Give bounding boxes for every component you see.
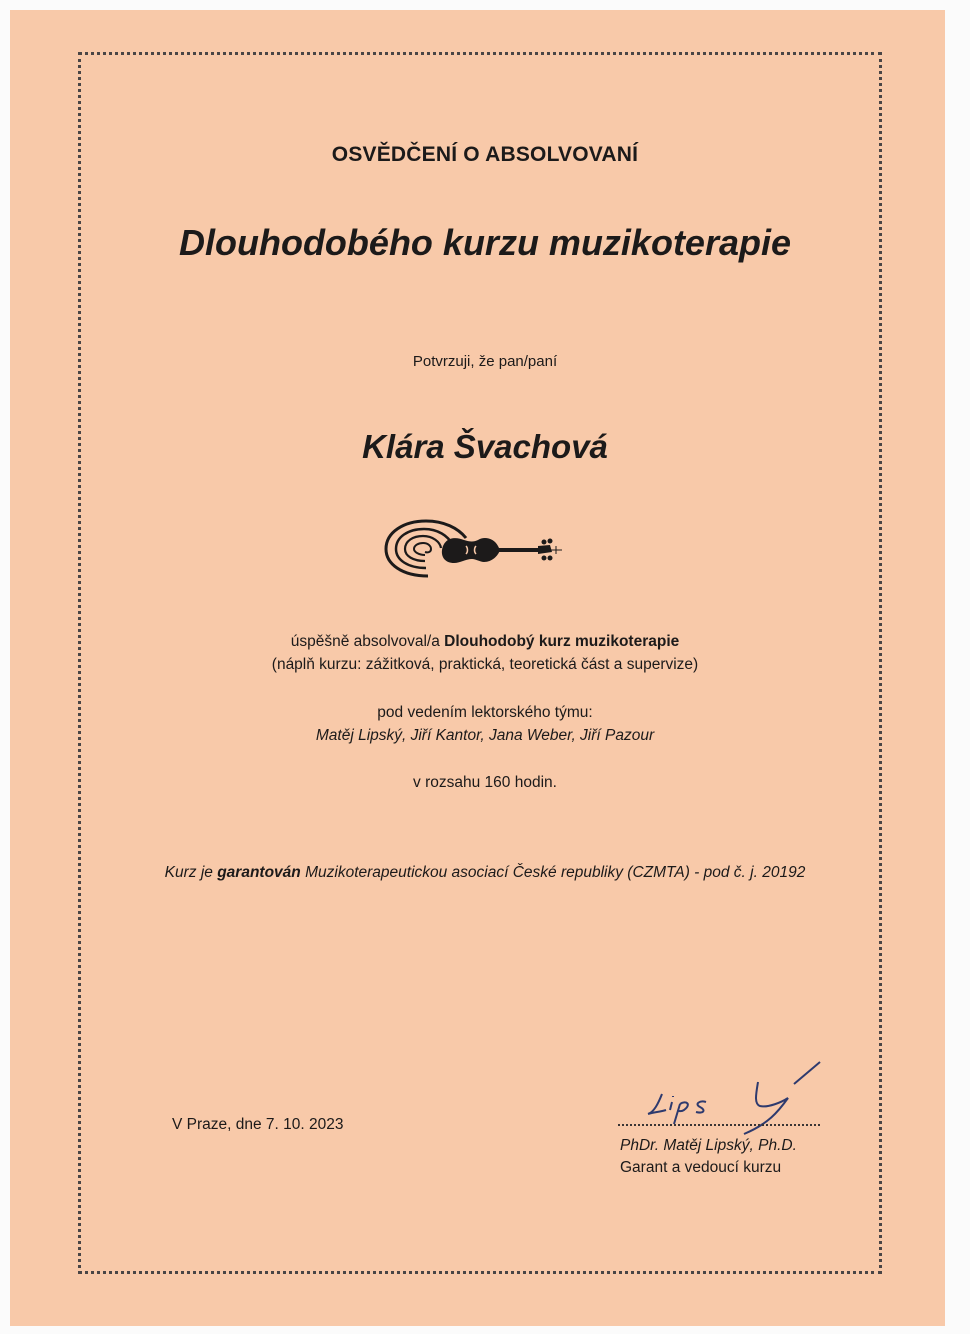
recipient-name: Klára Švachová: [362, 428, 608, 465]
guarantee-prefix: Kurz je: [164, 864, 213, 881]
confirmation-text: Potvrzuji, že pan/paní: [412, 353, 558, 370]
certificate-heading: OSVĚDČENÍ O ABSOLVOVANÍ: [331, 143, 639, 166]
completion-line: [0, 633, 970, 651]
handwritten-signature-icon: [618, 1060, 838, 1140]
course-content: (náplň kurzu: zážitková, praktická, teoretická část a supervize): [271, 656, 699, 673]
team-members: Matěj Lipský, Jiří Kantor, Jana Weber, Jiří Pazour: [315, 727, 655, 744]
guarantee-statement: [0, 864, 970, 882]
signatory-role: Garant a vedoucí kurzu: [620, 1159, 782, 1176]
course-duration: v rozsahu 160 hodin.: [413, 774, 557, 791]
course-title: Dlouhodobého kurzu muzikoterapie: [178, 222, 792, 263]
completion-course: Dlouhodobý kurz muzikoterapie: [444, 633, 680, 650]
signatory-name: PhDr. Matěj Lipský, Ph.D.: [620, 1137, 797, 1154]
signature-block: [618, 1060, 878, 1180]
guarantee-bold: garantován: [217, 864, 301, 881]
guarantee-suffix: Muzikoterapeutickou asociací České republiky (CZMTA) - pod č. j. 20192: [305, 864, 806, 881]
signature-line: [618, 1124, 820, 1126]
completion-prefix: úspěšně absolvoval/a: [290, 633, 440, 650]
team-label: pod vedením lektorského týmu:: [377, 704, 593, 721]
place-date: V Praze, dne 7. 10. 2023: [172, 1116, 344, 1133]
violin-spiral-logo-icon: [380, 516, 570, 582]
